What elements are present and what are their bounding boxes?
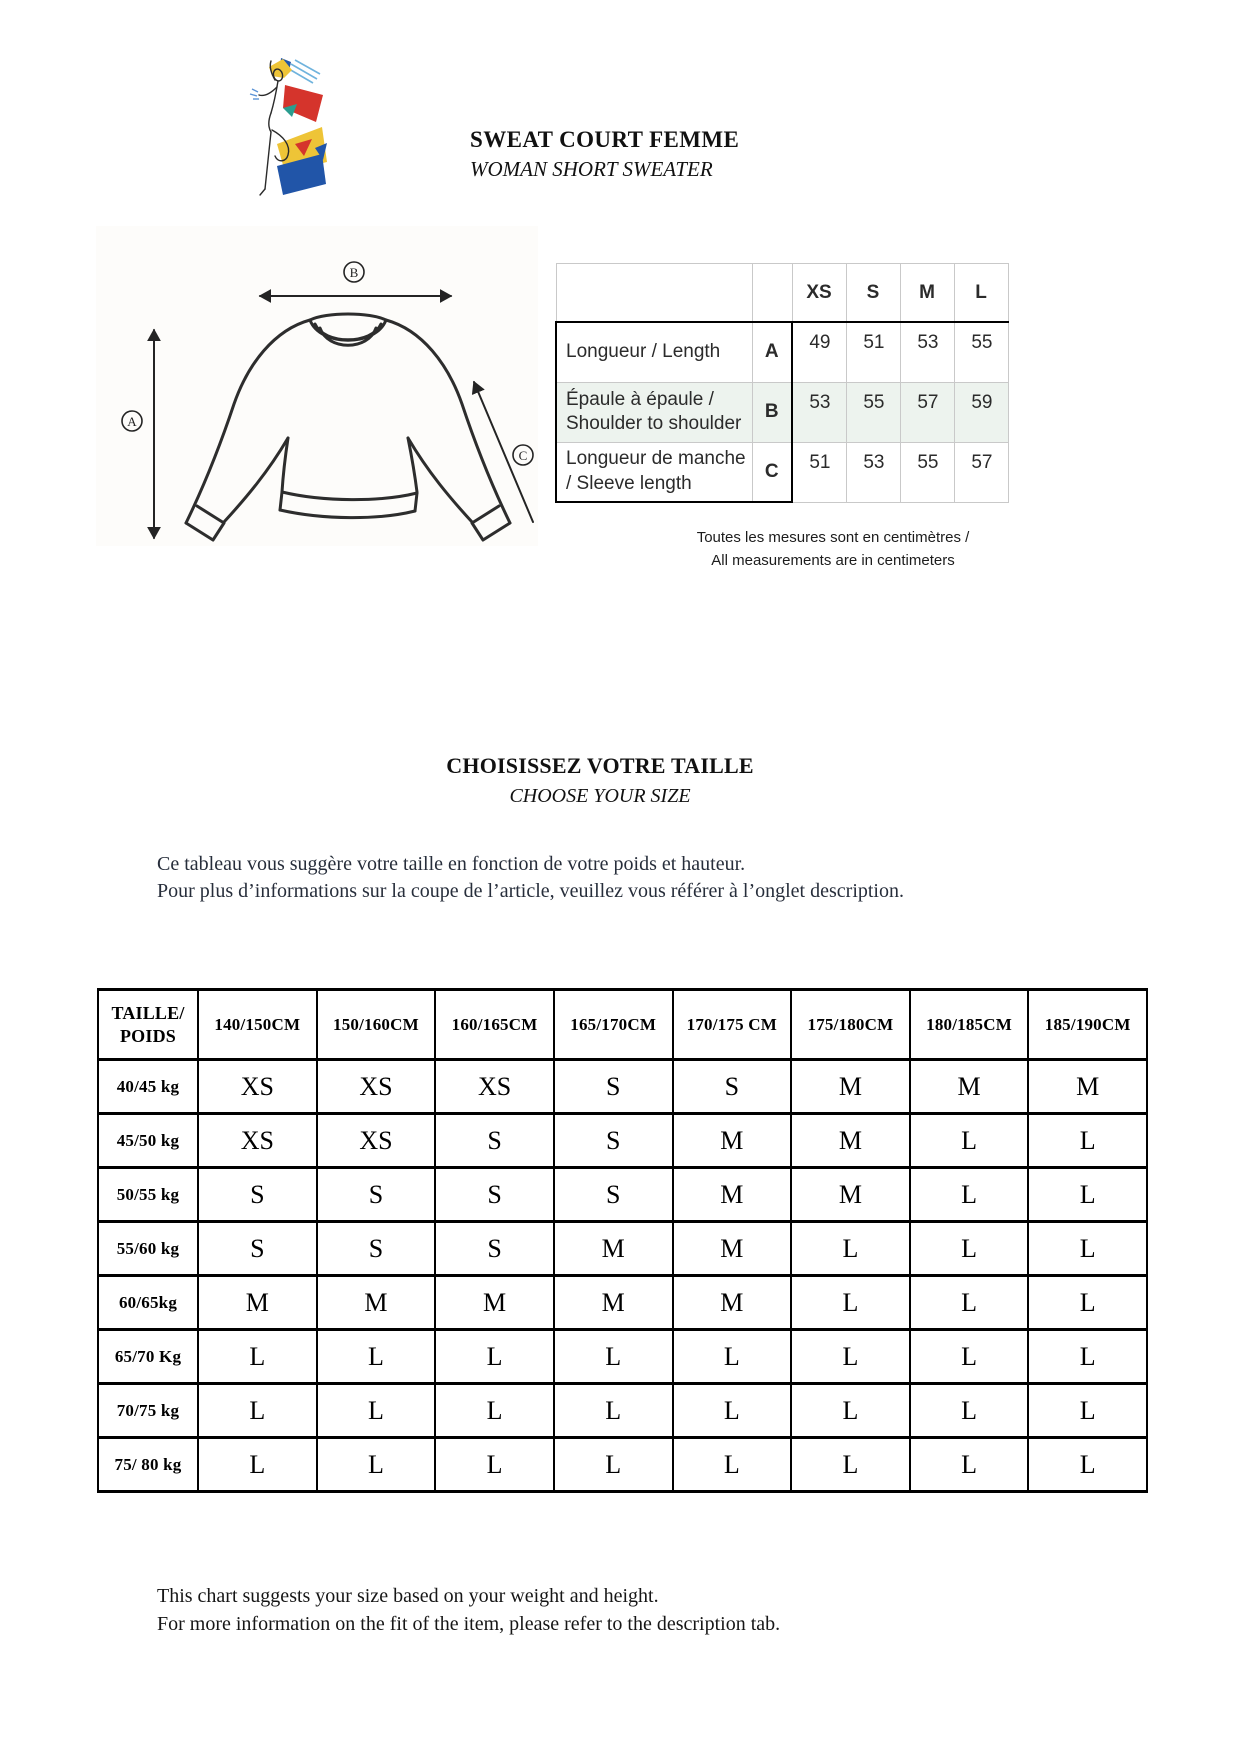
size-value: M (791, 1114, 910, 1168)
measurement-label-line: Longueur de manche (566, 448, 746, 470)
measurement-value: 59 (954, 382, 1008, 442)
size-value: L (910, 1438, 1029, 1492)
size-value: L (317, 1330, 436, 1384)
size-chart-body (98, 1060, 1147, 1492)
size-value: M (791, 1168, 910, 1222)
size-chart-header-row (98, 990, 1147, 1060)
size-value: M (435, 1276, 554, 1330)
size-value: M (1028, 1060, 1147, 1114)
page-title (470, 126, 739, 182)
size-value: S (317, 1222, 436, 1276)
size-value: S (435, 1222, 554, 1276)
measurements-footnote (608, 527, 1058, 572)
size-value: L (910, 1222, 1029, 1276)
measurement-label (556, 442, 752, 502)
product-title-fr: SWEAT COURT FEMME (470, 127, 740, 152)
size-value: XS (317, 1114, 436, 1168)
corner-header-line1: TAILLE/ (111, 1003, 185, 1023)
weight-label: 45/50 kg (98, 1114, 198, 1168)
size-header: S (846, 264, 900, 323)
size-value: L (673, 1384, 792, 1438)
size-value: S (673, 1060, 792, 1114)
size-value: L (198, 1438, 317, 1492)
size-value: L (1028, 1384, 1147, 1438)
size-value: S (554, 1114, 673, 1168)
size-value: L (317, 1438, 436, 1492)
size-chart-row (98, 1060, 1147, 1114)
garment-diagram (96, 226, 538, 546)
label-a-text: A (127, 414, 137, 429)
size-value: M (673, 1114, 792, 1168)
size-value: L (791, 1384, 910, 1438)
measurement-value: 53 (900, 322, 954, 382)
measurement-value: 51 (792, 442, 846, 502)
intro-line-1: Ce tableau vous suggère votre taille en fonction de votre poids et hauteur. (157, 853, 746, 875)
corner-empty-cell (556, 264, 752, 323)
measurement-value: 55 (900, 442, 954, 502)
footnote-line-en: All measurements are in centimeters (711, 551, 955, 569)
size-value: M (198, 1276, 317, 1330)
size-chart-row (98, 1384, 1147, 1438)
measurements-table-body (556, 322, 1008, 502)
product-title-en: WOMAN SHORT SWEATER (470, 156, 713, 181)
height-header: 175/180CM (791, 990, 910, 1060)
size-value: M (673, 1222, 792, 1276)
size-value: L (910, 1384, 1029, 1438)
measurements-table (555, 263, 1009, 503)
measurement-label-line: / Sleeve length (566, 472, 692, 494)
measurement-label-line: Épaule à épaule / (566, 388, 714, 410)
choose-size-heading-en: CHOOSE YOUR SIZE (509, 784, 691, 807)
size-value: L (435, 1330, 554, 1384)
size-value: L (1028, 1168, 1147, 1222)
size-value: M (554, 1276, 673, 1330)
brand-logo-icon (225, 55, 343, 205)
footer-line-2: For more information on the fit of the item, please refer to the description tab. (157, 1613, 781, 1635)
size-value: L (1028, 1222, 1147, 1276)
size-value: L (673, 1438, 792, 1492)
size-value: L (1028, 1276, 1147, 1330)
size-value: L (554, 1330, 673, 1384)
measurement-row (556, 382, 1008, 442)
measurement-letter: C (752, 442, 792, 502)
size-value: L (554, 1438, 673, 1492)
size-value: L (791, 1330, 910, 1384)
measurement-value: 55 (846, 382, 900, 442)
measurement-value: 49 (792, 322, 846, 382)
size-value: M (910, 1060, 1029, 1114)
footer-line-1: This chart suggests your size based on your weight and height. (157, 1585, 659, 1607)
weight-label: 65/70 Kg (98, 1330, 198, 1384)
weight-label: 60/65kg (98, 1276, 198, 1330)
size-chart-intro (157, 851, 1167, 904)
size-value: XS (198, 1114, 317, 1168)
size-value: L (554, 1384, 673, 1438)
size-value: L (1028, 1114, 1147, 1168)
measurement-row (556, 322, 1008, 382)
weight-label: 40/45 kg (98, 1060, 198, 1114)
label-b-text: B (349, 265, 359, 280)
size-chart-row (98, 1114, 1147, 1168)
size-header: L (954, 264, 1008, 323)
size-chart-row (98, 1276, 1147, 1330)
size-value: L (791, 1276, 910, 1330)
measurement-value: 51 (846, 322, 900, 382)
size-value: S (435, 1114, 554, 1168)
size-value: S (435, 1168, 554, 1222)
size-value: XS (198, 1060, 317, 1114)
measurements-size-header-row (556, 264, 1008, 323)
size-value: L (673, 1330, 792, 1384)
weight-label: 55/60 kg (98, 1222, 198, 1276)
size-header: XS (792, 264, 846, 323)
size-value: L (317, 1384, 436, 1438)
measurement-label-line: Longueur / Length (566, 341, 721, 363)
height-header: 185/190CM (1028, 990, 1147, 1060)
size-value: M (554, 1222, 673, 1276)
measurement-label-line: Shoulder to shoulder (566, 413, 742, 434)
size-chart-row (98, 1330, 1147, 1384)
size-value: S (317, 1168, 436, 1222)
size-chart-row (98, 1168, 1147, 1222)
measurement-value: 57 (954, 442, 1008, 502)
size-value: S (554, 1168, 673, 1222)
measurement-value: 57 (900, 382, 954, 442)
footer-note (157, 1582, 780, 1638)
weight-label: 70/75 kg (98, 1384, 198, 1438)
height-header: 160/165CM (435, 990, 554, 1060)
size-value: M (673, 1168, 792, 1222)
intro-line-2: Pour plus d’informations sur la coupe de l’article, veuillez vous référer à l’onglet description. (157, 880, 904, 902)
size-value: M (317, 1276, 436, 1330)
size-value: L (198, 1384, 317, 1438)
size-chart-row (98, 1222, 1147, 1276)
size-value: M (673, 1276, 792, 1330)
measurement-row (556, 442, 1008, 502)
height-header: 170/175 CM (673, 990, 792, 1060)
size-chart-row (98, 1438, 1147, 1492)
sweater-outline (186, 314, 510, 540)
size-value: L (910, 1276, 1029, 1330)
size-value: L (791, 1438, 910, 1492)
height-header: 140/150CM (198, 990, 317, 1060)
corner-header-line2: POIDS (119, 1025, 176, 1046)
size-value: L (1028, 1438, 1147, 1492)
size-value: L (910, 1330, 1029, 1384)
height-header: 150/160CM (317, 990, 436, 1060)
letter-empty-cell (752, 264, 792, 323)
height-header: 180/185CM (910, 990, 1029, 1060)
size-value: M (791, 1060, 910, 1114)
size-value: L (791, 1222, 910, 1276)
size-value: L (198, 1330, 317, 1384)
choose-size-heading-fr: CHOISISSEZ VOTRE TAILLE (446, 753, 754, 778)
measurement-value: 53 (846, 442, 900, 502)
footnote-line-fr: Toutes les mesures sont en centimètres / (696, 529, 970, 546)
size-value: L (910, 1168, 1029, 1222)
height-header: 165/170CM (554, 990, 673, 1060)
weight-label: 75/ 80 kg (98, 1438, 198, 1492)
measurement-label (556, 382, 752, 442)
size-value: L (435, 1438, 554, 1492)
size-value: L (910, 1114, 1029, 1168)
size-value: XS (435, 1060, 554, 1114)
choose-size-heading (0, 752, 1200, 809)
size-value: L (1028, 1330, 1147, 1384)
size-header: M (900, 264, 954, 323)
size-value: L (435, 1384, 554, 1438)
measurement-letter: B (752, 382, 792, 442)
weight-label: 50/55 kg (98, 1168, 198, 1222)
measurement-letter: A (752, 322, 792, 382)
size-value: S (198, 1168, 317, 1222)
measurement-label (556, 322, 752, 382)
size-value: XS (317, 1060, 436, 1114)
size-chart-table (97, 988, 1148, 1493)
label-c-text: C (518, 448, 528, 463)
size-value: S (198, 1222, 317, 1276)
corner-header (98, 990, 198, 1060)
measurement-value: 55 (954, 322, 1008, 382)
size-value: S (554, 1060, 673, 1114)
measurement-value: 53 (792, 382, 846, 442)
